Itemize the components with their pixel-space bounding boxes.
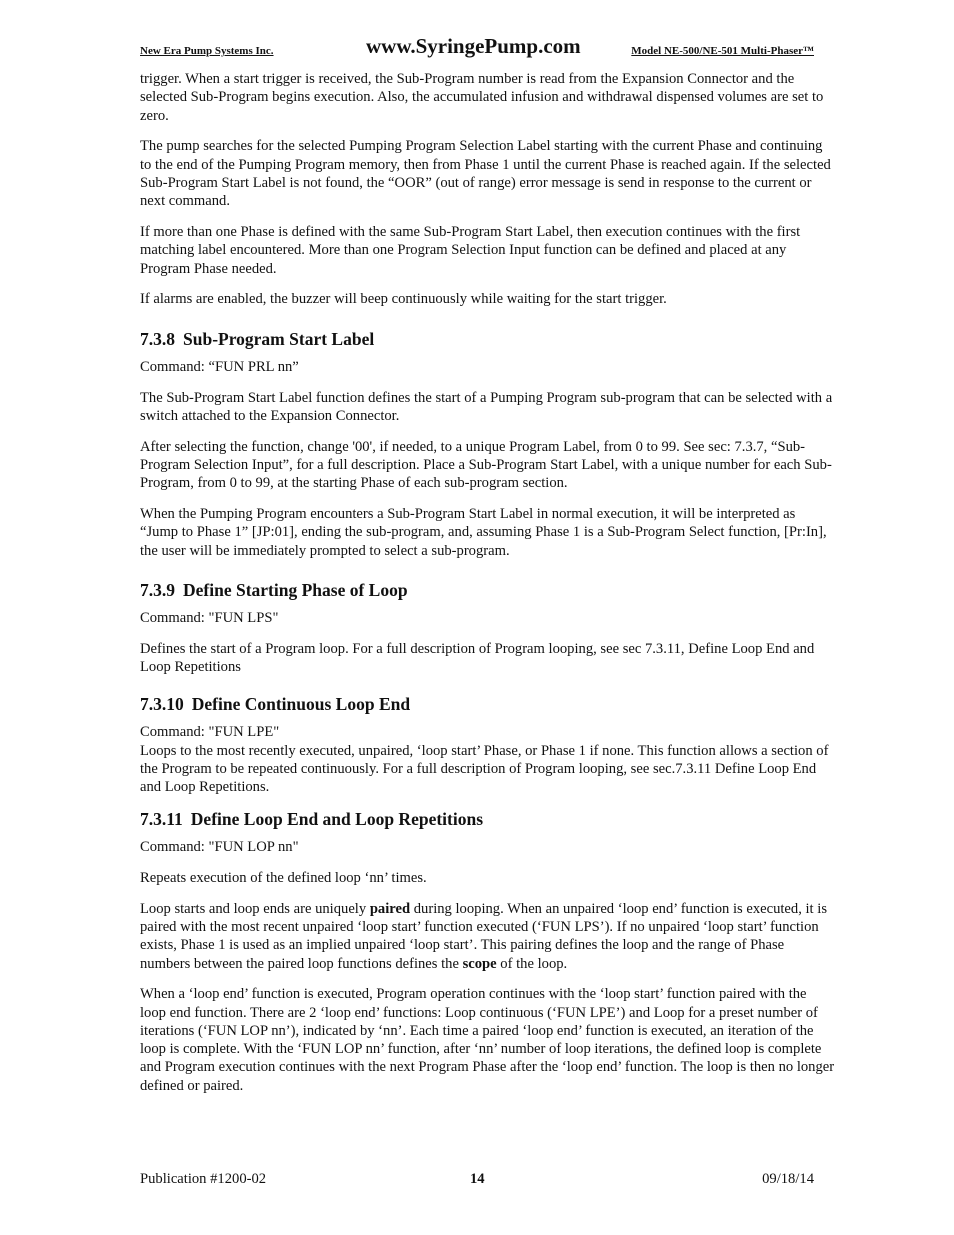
command-7-3-9: Command: "FUN LPS"	[140, 609, 279, 626]
section-number: 7.3.11	[140, 809, 183, 830]
text-run: of the loop.	[496, 955, 568, 972]
page-content	[140, 70, 836, 1108]
section-title: Define Loop End and Loop Repetitions	[190, 809, 484, 830]
section-number: 7.3.8	[140, 328, 175, 349]
section-number: 7.3.10	[140, 694, 184, 715]
section-heading-7-3-11	[140, 809, 836, 830]
header-company: New Era Pump Systems Inc.	[140, 45, 274, 57]
paragraph-7-3-10-1: Loops to the most recently executed, unpaired, ‘loop start’ Phase, or Phase 1 if none. This function allows a section of the Program to be repeated continuously. For a full description of Program looping, see sec.7.3.11 Define Loop End and Loop Repetitions.	[140, 742, 829, 796]
intro-paragraph-4: If alarms are enabled, the buzzer will beep continuously while waiting for the start trigger.	[140, 291, 667, 308]
section-heading-7-3-9	[140, 580, 836, 601]
header-website: www.SyringePump.com	[366, 34, 581, 58]
section-heading-7-3-8	[140, 329, 836, 350]
paragraph-7-3-11-2	[140, 900, 836, 973]
page-footer	[140, 1171, 814, 1191]
paragraph-7-3-11-3: When a ‘loop end’ function is executed, Program operation continues with the ‘loop start’ function paired with the loop end function. There are 2 ‘loop end’ functions: Loop continuous (‘FUN LPE’) and Loop for a preset number of iterations (‘FUN LOP nn’), indicated by ‘nn’. Each time a paired ‘loop end’ function is executed, an iteration of the loop is complete. With the ‘FUN LOP nn’ function, after ‘nn’ number of loop iterations, the defined loop is complete and Program execution continues with the next Program Phase after the ‘loop end’ function. The loop is then no longer defined or paired.	[140, 986, 835, 1094]
paragraph-7-3-8-1: The Sub-Program Start Label function defines the start of a Pumping Program sub-program that can be selected with a switch attached to the Expansion Connector.	[140, 389, 833, 424]
header-model: Model NE-500/NE-501 Multi-Phaser™	[631, 45, 814, 57]
paragraph-7-3-8-3: When the Pumping Program encounters a Sub-Program Start Label in normal execution, it will be interpreted as “Jump to Phase 1” [JP:01], ending the sub-program, and, assuming Phase 1 is a Sub-Program Select function, [Pr:In], the user will be immediately prompted to select a sub-program.	[140, 506, 827, 559]
footer-publication: Publication #1200-02	[140, 1171, 267, 1187]
text-run: Loop starts and loop ends are uniquely	[140, 900, 370, 917]
section-number: 7.3.9	[140, 579, 175, 600]
command-7-3-11: Command: "FUN LOP nn"	[140, 839, 299, 856]
paragraph-7-3-8-2: After selecting the function, change '00', if needed, to a unique Program Label, from 0 to 99. See sec: 7.3.7, “Sub-Program Selection Input”, for a full description. Place a Sub-Program Start Label, with a unique number for each Sub-Program, from 0 to 99, at the starting Phase of each sub-program section.	[140, 438, 832, 492]
bold-term-scope: scope	[462, 955, 497, 972]
intro-paragraph-2: The pump searches for the selected Pumping Program Selection Label starting with the current Phase and continuing to the end of the Pumping Program memory, then from Phase 1 until the current Phase is reached again. If the selected Sub-Program Start Label is not found, the “OOR” (out of range) error message is send in response to the current or next command.	[140, 138, 831, 210]
paragraph-7-3-11-1: Repeats execution of the defined loop ‘nn’ times.	[140, 869, 427, 886]
section-title: Define Starting Phase of Loop	[183, 579, 408, 600]
section-title: Sub-Program Start Label	[183, 328, 375, 349]
section-heading-7-3-10	[140, 694, 836, 715]
page-header	[140, 34, 814, 62]
command-7-3-8: Command: “FUN PRL nn”	[140, 358, 299, 375]
footer-page-number: 14	[470, 1171, 485, 1187]
text-run: during looping. When an unpaired ‘loop end’ function is executed, it is paired with the most recent unpaired ‘loop start’ function executed (‘FUN LPS’). If no unpaired ‘loop start’ function exists, Phase 1 is used as an implied unpaired ‘loop start’. This pairing defines the loop and the range of Phase numbers between the paired loop functions defines the	[140, 900, 827, 972]
command-7-3-10: Command: "FUN LPE"	[140, 724, 280, 741]
footer-date: 09/18/14	[762, 1171, 814, 1187]
paragraph-7-3-9-1: Defines the start of a Program loop. For a full description of Program looping, see sec 7.3.11, Define Loop End and Loop Repetitions	[140, 640, 815, 676]
intro-paragraph-1: trigger. When a start trigger is received, the Sub-Program number is read from the Expansion Connector and the selected Sub-Program begins execution. Also, the accumulated infusion and withdrawal dispensed volumes are set to zero.	[140, 71, 824, 124]
intro-paragraph-3: If more than one Phase is defined with the same Sub-Program Start Label, then execution continues with the first matching label encountered. More than one Program Selection Input function can be defined and placed at any Program Phase needed.	[140, 224, 801, 277]
bold-term-paired: paired	[369, 900, 411, 917]
section-title: Define Continuous Loop End	[191, 694, 411, 715]
